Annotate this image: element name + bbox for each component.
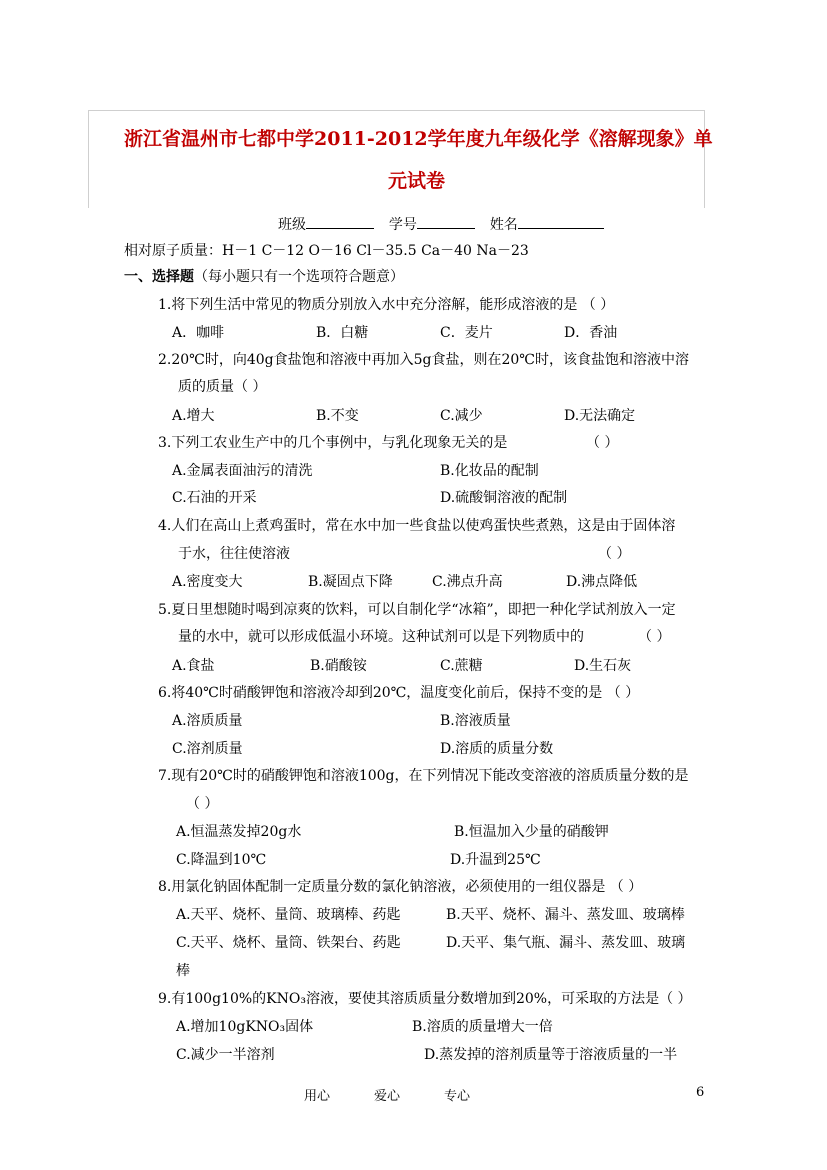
question-4-option-a[interactable]: A.密度变大 bbox=[172, 574, 243, 590]
title-line-2: 元试卷 bbox=[388, 170, 446, 192]
number-label: 学号 bbox=[388, 217, 417, 233]
question-1-option-a[interactable]: A．咖啡 bbox=[172, 325, 225, 341]
question-4-option-b[interactable]: B.凝固点下降 bbox=[308, 574, 393, 590]
name-blank[interactable] bbox=[518, 214, 604, 229]
question-6-option-d[interactable]: D.溶质的质量分数 bbox=[440, 741, 554, 757]
question-3-option-c[interactable]: C.石油的开采 bbox=[172, 490, 257, 506]
footer-motto-2: 爱心 bbox=[374, 1089, 401, 1104]
question-2-option-a[interactable]: A.增大 bbox=[172, 408, 215, 424]
section-1-note: （每小题只有一个选项符合题意） bbox=[194, 269, 404, 285]
question-2-stem-line-1: 2.20℃时，向40g食盐饱和溶液中再加入5g食盐，则在20℃时，该食盐饱和溶液中溶 bbox=[158, 352, 689, 368]
question-6-option-b[interactable]: B.溶液质量 bbox=[440, 713, 511, 729]
question-4-stem-line-1: 4.人们在高山上煮鸡蛋时，常在水中加一些食盐以使鸡蛋快些煮熟，这是由于固体溶 bbox=[158, 518, 676, 534]
question-5-option-b[interactable]: B.硝酸铵 bbox=[310, 658, 367, 674]
question-2-stem-line-2: 质的质量（ ） bbox=[178, 379, 267, 395]
class-label: 班级 bbox=[278, 217, 306, 233]
footer-motto-3: 专心 bbox=[444, 1089, 471, 1104]
title-line-1: 浙江省温州市七都中学2011-2012学年度九年级化学《溶解现象》单 bbox=[124, 128, 713, 150]
question-5-stem-line-1: 5.夏日里想随时喝到凉爽的饮料，可以自制化学“冰箱”，即把一种化学试剂放入一定 bbox=[158, 602, 676, 618]
question-4-option-c[interactable]: C.沸点升高 bbox=[432, 574, 503, 590]
question-8-stem: 8.用氯化钠固体配制一定质量分数的氯化钠溶液，必须使用的一组仪器是 （ ） bbox=[158, 879, 643, 895]
question-9-option-c[interactable]: C.减少一半溶剂 bbox=[176, 1047, 275, 1063]
question-9-option-b[interactable]: B.溶质的质量增大一倍 bbox=[412, 1019, 553, 1035]
question-2-option-d[interactable]: D.无法确定 bbox=[564, 408, 636, 424]
question-3-stem: 3.下列工农业生产中的几个事例中，与乳化现象无关的是 bbox=[158, 435, 508, 451]
section-1-title: 一、选择题 bbox=[124, 269, 194, 285]
question-3-option-a[interactable]: A.金属表面油污的清洗 bbox=[172, 463, 313, 479]
question-3-option-b[interactable]: B.化妆品的配制 bbox=[440, 463, 539, 479]
footer-motto-1: 用心 bbox=[304, 1089, 331, 1104]
question-6-option-a[interactable]: A.溶质质量 bbox=[172, 713, 243, 729]
question-7-option-c[interactable]: C.降温到10℃ bbox=[176, 852, 267, 868]
question-8-option-a[interactable]: A.天平、烧杯、量筒、玻璃棒、药匙 bbox=[176, 907, 401, 923]
question-2-option-c[interactable]: C.减少 bbox=[440, 408, 483, 424]
question-1-option-d[interactable]: D．香油 bbox=[564, 325, 618, 341]
section-1-heading bbox=[124, 268, 404, 286]
question-7-option-a[interactable]: A.恒温蒸发掉20g水 bbox=[176, 824, 302, 840]
class-blank[interactable] bbox=[306, 214, 374, 229]
question-9-option-d[interactable]: D.蒸发掉的溶剂质量等于溶液质量的一半 bbox=[424, 1047, 678, 1063]
page-number: 6 bbox=[696, 1085, 705, 1100]
question-3-option-d[interactable]: D.硫酸铜溶液的配制 bbox=[440, 490, 568, 506]
question-6-option-c[interactable]: C.溶剂质量 bbox=[172, 741, 243, 757]
question-2-option-b[interactable]: B.不变 bbox=[316, 408, 359, 424]
question-7-option-d[interactable]: D.升温到25℃ bbox=[450, 852, 541, 868]
question-1-option-b[interactable]: B．白糖 bbox=[316, 325, 369, 341]
question-7-stem-line-1: 7.现有20℃时的硝酸钾饱和溶液100g，在下列情况下能改变溶液的溶质质量分数的是 bbox=[158, 768, 689, 784]
question-5-stem-line-2: 量的水中，就可以形成低温小环境。这种试剂可以是下列物质中的 bbox=[178, 629, 584, 645]
question-7-answer-bracket: （ ） bbox=[186, 796, 219, 812]
question-3-answer-bracket: （ ） bbox=[586, 435, 619, 451]
question-5-option-a[interactable]: A.食盐 bbox=[172, 658, 215, 674]
atomic-mass-line: 相对原子质量：H－1 C－12 O－16 Cl－35.5 Ca－40 Na－23 bbox=[124, 243, 529, 259]
name-label: 姓名 bbox=[489, 217, 518, 233]
question-5-option-c[interactable]: C.蔗糖 bbox=[440, 658, 483, 674]
question-8-option-b[interactable]: B.天平、烧杯、漏斗、蒸发皿、玻璃棒 bbox=[446, 907, 685, 923]
question-8-option-c[interactable]: C.天平、烧杯、量筒、铁架台、药匙 bbox=[176, 935, 401, 951]
question-1-option-c[interactable]: C．麦片 bbox=[440, 325, 493, 341]
question-7-option-b[interactable]: B.恒温加入少量的硝酸钾 bbox=[454, 824, 609, 840]
question-4-option-d[interactable]: D.沸点降低 bbox=[566, 574, 638, 590]
header-border-left bbox=[88, 110, 89, 208]
question-8-option-d-continued: 棒 bbox=[176, 963, 190, 979]
student-info-row bbox=[278, 214, 604, 234]
question-9-option-a[interactable]: A.增加10gKNO₃固体 bbox=[176, 1019, 314, 1035]
question-4-stem-line-2: 于水，往往使溶液 bbox=[178, 546, 290, 562]
question-5-answer-bracket: （ ） bbox=[638, 629, 671, 645]
question-9-stem: 9.有100g10%的KNO₃溶液，要使其溶质质量分数增加到20%，可采取的方法是（ ） bbox=[158, 991, 692, 1007]
question-1-stem: 1.将下列生活中常见的物质分别放入水中充分溶解，能形成溶液的是 （ ） bbox=[158, 297, 615, 313]
question-8-option-d[interactable]: D.天平、集气瓶、漏斗、蒸发皿、玻璃 bbox=[446, 935, 686, 951]
question-5-option-d[interactable]: D.生石灰 bbox=[574, 658, 632, 674]
header-border-top bbox=[88, 110, 705, 111]
question-4-answer-bracket: （ ） bbox=[598, 546, 631, 562]
question-6-stem: 6.将40℃时硝酸钾饱和溶液冷却到20℃，温度变化前后，保持不变的是 （ ） bbox=[158, 685, 640, 701]
number-blank[interactable] bbox=[417, 214, 475, 229]
